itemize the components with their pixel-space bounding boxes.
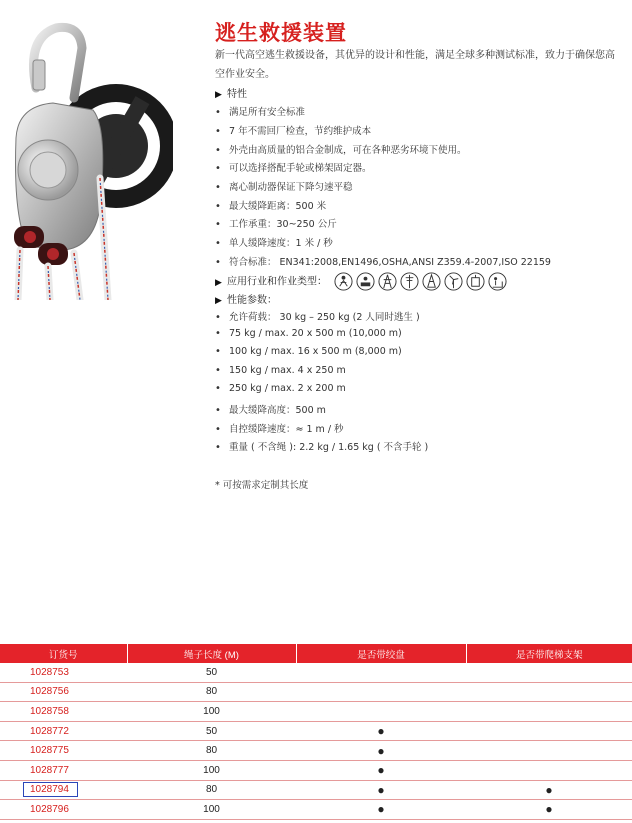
performance-item: • 100 kg / max. 16 x 500 m (8,000 m) xyxy=(215,346,402,357)
performance-item: • 重量 ( 不含绳 ): 2.2 kg / 1.65 kg ( 不含手轮 ) xyxy=(215,442,429,453)
bracket-mark xyxy=(466,721,632,741)
arrow-right-icon: ▶ xyxy=(215,296,222,306)
bracket-mark xyxy=(466,741,632,761)
winch-mark xyxy=(296,663,466,682)
bracket-mark: ● xyxy=(466,800,632,820)
footnote: * 可按需求定制其长度 xyxy=(215,480,309,491)
order-code[interactable]: 1028758 xyxy=(0,702,127,722)
bracket-mark: ● xyxy=(466,780,632,800)
rope-length: 50 xyxy=(127,663,296,682)
electric-pole-icon xyxy=(400,272,419,291)
rope-length: 100 xyxy=(127,760,296,780)
page-title: 逃生救援装置 xyxy=(215,21,347,45)
bullet-icon: • xyxy=(215,201,221,212)
order-code[interactable]: 1028796 xyxy=(0,800,127,820)
winch-mark: ● xyxy=(296,760,466,780)
table-header-row xyxy=(0,644,632,663)
order-table xyxy=(0,644,632,820)
feature-item: • 外壳由高质量的铝合金制成，可在各种恶劣环境下使用。 xyxy=(215,145,467,156)
performance-heading: ▶ 性能参数： xyxy=(215,295,277,306)
order-code-selected[interactable]: 1028794 xyxy=(0,780,127,800)
industry-heading: ▶ 应用行业和作业类型： xyxy=(215,272,507,291)
winch-mark: ● xyxy=(296,780,466,800)
bullet-icon: • xyxy=(215,442,221,453)
order-code[interactable]: 1028777 xyxy=(0,760,127,780)
performance-item: • 自控缓降速度：≈ 1 m / 秒 xyxy=(215,424,344,435)
bullet-icon: • xyxy=(215,163,221,174)
winch-mark: ● xyxy=(296,800,466,820)
bracket-mark xyxy=(466,663,632,682)
bullet-icon: • xyxy=(215,383,221,394)
bullet-icon: • xyxy=(215,145,221,156)
bullet-icon: • xyxy=(215,126,221,137)
rope-length: 50 xyxy=(127,721,296,741)
col-ladder-bracket: 是否带爬梯支架 xyxy=(466,644,632,663)
feature-item: • 单人缓降速度：1 米 / 秒 xyxy=(215,238,333,249)
feature-item: • 满足所有安全标准 xyxy=(215,107,306,118)
bullet-icon: • xyxy=(215,312,221,323)
performance-item: • 最大缓降高度：500 m xyxy=(215,405,326,416)
performance-item: • 75 kg / max. 20 x 500 m (10,000 m) xyxy=(215,328,402,339)
bullet-icon: • xyxy=(215,346,221,357)
winch-mark: ● xyxy=(296,721,466,741)
product-image xyxy=(8,18,173,300)
wind-turbine-icon xyxy=(444,272,463,291)
order-code[interactable]: 1028756 xyxy=(0,682,127,702)
performance-item: • 150 kg / max. 4 x 250 m xyxy=(215,365,346,376)
rescue-icon xyxy=(488,272,507,291)
bracket-mark xyxy=(466,760,632,780)
bullet-icon: • xyxy=(215,365,221,376)
table-row xyxy=(0,800,632,820)
col-order-number: 订货号 xyxy=(0,644,127,663)
bracket-mark xyxy=(466,702,632,722)
bullet-icon: • xyxy=(215,424,221,435)
rope-length: 100 xyxy=(127,702,296,722)
table-row xyxy=(0,760,632,780)
performance-item: • 250 kg / max. 2 x 200 m xyxy=(215,383,346,394)
bullet-icon: • xyxy=(215,107,221,118)
bullet-icon: • xyxy=(215,238,221,249)
feature-item: • 工作承重：30~250 公斤 xyxy=(215,219,337,230)
bullet-icon: • xyxy=(215,405,221,416)
oil-rig-icon xyxy=(422,272,441,291)
bullet-icon: • xyxy=(215,219,221,230)
arrow-right-icon: ▶ xyxy=(215,277,222,288)
table-row xyxy=(0,663,632,682)
lift-icon xyxy=(466,272,485,291)
rope-length: 100 xyxy=(127,800,296,820)
order-code[interactable]: 1028772 xyxy=(0,721,127,741)
feature-item: • 离心制动器保证下降匀速平稳 xyxy=(215,182,353,193)
arrow-right-icon: ▶ xyxy=(215,90,222,100)
performance-item: • 允许荷载： 30 kg – 250 kg (2 人同时逃生 ) xyxy=(215,312,420,323)
table-row xyxy=(0,721,632,741)
table-row xyxy=(0,682,632,702)
confined-space-icon xyxy=(356,272,375,291)
feature-item: • 符合标准： EN341:2008,EN1496,OSHA,ANSI Z359.4-2007,ISO 22159 xyxy=(215,257,551,268)
rope-length: 80 xyxy=(127,780,296,800)
col-winch: 是否带绞盘 xyxy=(296,644,466,663)
rope-length: 80 xyxy=(127,682,296,702)
worker-icon xyxy=(334,272,353,291)
winch-mark xyxy=(296,682,466,702)
winch-mark: ● xyxy=(296,741,466,761)
order-code[interactable]: 1028775 xyxy=(0,741,127,761)
feature-item: • 7 年不需回厂检查，节约维护成本 xyxy=(215,126,372,137)
feature-item: • 可以选择搭配手轮或梯架固定器。 xyxy=(215,163,372,174)
bullet-icon: • xyxy=(215,328,221,339)
bracket-mark xyxy=(466,682,632,702)
rope-length: 80 xyxy=(127,741,296,761)
table-row-selected xyxy=(0,780,632,800)
table-row xyxy=(0,741,632,761)
industry-icons xyxy=(334,272,507,291)
bullet-icon: • xyxy=(215,182,221,193)
order-code[interactable]: 1028753 xyxy=(0,663,127,682)
feature-item: • 最大缓降距离：500 米 xyxy=(215,201,327,212)
winch-mark xyxy=(296,702,466,722)
table-row xyxy=(0,702,632,722)
intro-text: 新一代高空逃生救援设备，其优异的设计和性能，满足全球多种测试标准，致力于确保您高空作业安全。 xyxy=(215,50,615,80)
bullet-icon: • xyxy=(215,257,221,268)
col-rope-length: 绳子长度 (M) xyxy=(127,644,296,663)
power-tower-icon xyxy=(378,272,397,291)
features-heading: ▶ 特性 xyxy=(215,89,247,100)
